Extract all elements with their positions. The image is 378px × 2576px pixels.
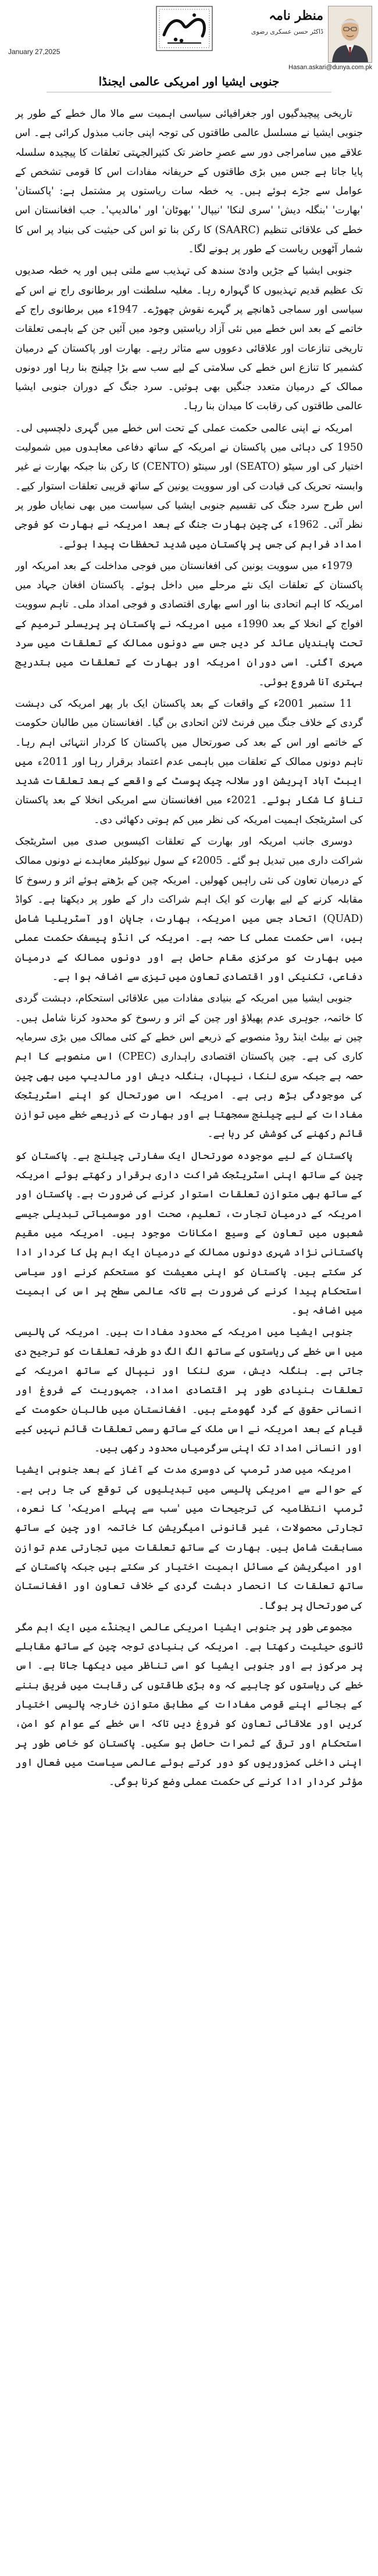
column-title: منظر نامہ xyxy=(269,8,323,23)
masthead xyxy=(0,0,378,93)
author-portrait-image xyxy=(329,6,372,62)
author-name: ڈاکٹر حسن عسکری رضوی xyxy=(251,28,323,35)
article-paragraph: 11 ستمبر 2001ء کے واقعات کے بعد پاکستان ایک بار پھر امریکہ کی دہشت گردی کے خلاف جنگ میں فرنٹ لائن اتحادی بن گیا۔ افغانستان میں طالبان حکومت کے خاتمے اور اس کے بعد کی صورتحال میں پاکستان کا کردار انتہائی اہم رہا۔ تاہم دونوں ممالک کے تعلقات میں باہمی عدم اعتماد برقرار رہا اور 2011ء میں ایبٹ آباد آپریشن اور سلالہ چیک پوسٹ کے واقعے کے بعد تعلقات شدید تناؤ کا شکار ہوئے۔ 2021ء میں افغانستان سے امریکی انخلا کے بعد پاکستان کی اسٹریٹجک اہمیت امریکہ کی نظر میں کم ہوتی دکھائی دی۔ xyxy=(15,697,363,826)
author-photo xyxy=(328,6,372,63)
article-paragraph: امریکہ نے اپنی عالمی حکمت عملی کے تحت اس خطے میں گہری دلچسپی لی۔ 1950 کی دہائی میں پاکستان نے امریکہ کے ساتھ دفاعی معاہدوں میں شمولیت اختیار کی اور سیٹو (SEATO) اور سینٹو (CENTO) کا رکن بنا جبکہ بھارت نے غیر وابستہ تحریک کی قیادت کی اور سوویت یونین کے ساتھ قریبی تعلقات استوار کیے۔ اس طرح سرد جنگ کی تقسیم جنوبی ایشیا کی سیاست میں بھی نمایاں طور پر نظر آئی۔ 1962ء کی چین بھارت جنگ کے بعد امریکہ نے بھارت کو فوجی امداد فراہم کی جس پر پاکستان میں شدید تحفظات پیدا ہوئے۔ xyxy=(15,422,363,550)
article-paragraph: پاکستان کے لیے موجودہ صورتحال ایک سفارتی چیلنج ہے۔ پاکستان کو چین کے ساتھ اپنی اسٹریٹجک شراکت داری برقرار رکھتے ہوئے امریکہ کے ساتھ بھی متوازن تعلقات استوار کرنے کی ضرورت ہے۔ پاکستان اور امریکہ کے درمیان تجارت، تعلیم، صحت اور موسمیاتی تبدیلی جیسے شعبوں میں تعاون کے وسیع امکانات موجود ہیں۔ امریکہ میں مقیم پاکستانی نژاد شہری دونوں ممالک کے درمیان ایک اہم پل کا کردار ادا کر سکتے ہیں۔ پاکستان کو اپنی معیشت کو مستحکم کرنے اور سیاسی استحکام پیدا کرنے کی ضرورت ہے تاکہ عالمی سطح پر اس کی اہمیت میں اضافہ ہو۔ xyxy=(15,1150,363,1317)
newspaper-logo xyxy=(156,6,213,51)
newspaper-logo-graphic xyxy=(156,6,213,51)
article-paragraph: امریکہ میں صدر ٹرمپ کی دوسری مدت کے آغاز کے بعد جنوبی ایشیا کے حوالے سے امریکی پالیسی میں تبدیلیوں کی توقع کی جا رہی ہے۔ ٹرمپ انتظامیہ کی ترجیحات میں 'سب سے پہلے امریکہ' کا نعرہ، تجارتی محصولات، غیر قانونی امیگریشن کا خاتمہ اور چین کے ساتھ مسابقت شامل ہیں۔ بھارت کے ساتھ تعلقات میں تجارتی عدم توازن اور امیگریشن کے مسائل اہمیت اختیار کر سکتے ہیں جبکہ پاکستان کے ساتھ تعلقات کا انحصار دہشت گردی کے خلاف تعاون اور افغانستان کی صورتحال پر ہوگا۔ xyxy=(15,1464,363,1612)
article-paragraph: جنوبی ایشیا کے جڑیں وادیٔ سندھ کی تہذیب سے ملتی ہیں اور یہ خطہ صدیوں تک عظیم قدیم تہذیبوں کا گہوارہ رہا۔ مغلیہ سلطنت اور برطانوی راج نے اس کے سیاسی اور سماجی ڈھانچے پر گہرے نقوش چھوڑے۔ 1947ء میں برطانوی راج کے خاتمے کے بعد اس خطے میں نئی آزاد ریاستیں وجود میں آئیں جن کے باہمی تعلقات تاریخی تنازعات اور علاقائی دعووں سے متاثر رہے۔ بھارت اور پاکستان کے درمیان کشمیر کا تنازع اس خطے کی سلامتی کے لیے سب سے بڑا چیلنج بنا رہا اور دونوں ممالک کے درمیان متعدد جنگیں بھی ہوئیں۔ سرد جنگ کے دوران جنوبی ایشیا عالمی طاقتوں کی رقابت کا میدان بنا رہا۔ xyxy=(15,265,363,413)
article-paragraph: مجموعی طور پر جنوبی ایشیا امریکی عالمی ایجنڈے میں ایک اہم مگر ثانوی حیثیت رکھتا ہے۔ امریکہ کی بنیادی توجہ چین کے ساتھ مقابلے پر مرکوز ہے اور جنوبی ایشیا کو اسی تناظر میں دیکھا جاتا ہے۔ اس خطے کی ریاستوں کو چاہیے کہ وہ بڑی طاقتوں کی رقابت میں فریق بننے کے بجائے اپنے قومی مفادات کے مطابق متوازن خارجہ پالیسی اختیار کریں اور علاقائی تعاون کو فروغ دیں تاکہ اس خطے کے عوام کو امن، استحکام اور ترقی کے ثمرات حاصل ہو سکیں۔ پاکستان کو خاص طور پر اپنی داخلی کمزوریوں کو دور کرتے ہوئے عالمی سیاست میں فعال اور مؤثر کردار ادا کرنے کی حکمت عملی وضع کرنا ہوگی۔ xyxy=(15,1621,363,1788)
article-paragraph: تاریخی پیچیدگیوں اور جغرافیائی سیاسی اہمیت سے مالا مال خطے کے طور پر جنوبی ایشیا نے مسلسل عالمی طاقتوں کی توجہ اپنی جانب مبذول کرائی ہے۔ اس علاقے میں سامراجی دور سے عصرِ حاضر تک کثیرالجہتی تعلقات کا پیچیدہ سلسلہ پایا جاتا ہے جس میں بڑی طاقتوں کے حریفانہ مفادات اس کا قومی تشخص کے عوامل سے جڑے ہوئے ہیں۔ یہ خطہ سات ریاستوں پر مشتمل ہے: 'پاکستان' 'بھارت' 'بنگلہ دیش' 'سری لنکا' 'نیپال' 'بھوٹان' اور 'مالدیپ'۔ جب افغانستان اس خطے کی علاقائی تنظیم (SAARC) کا رکن بنا تو اس کی حیثیت کی بنیاد پر اس کا شمار آٹھویں ریاست کے طور پر ہونے لگا۔ xyxy=(15,108,363,256)
article-paragraph: دوسری جانب امریکہ اور بھارت کے تعلقات اکیسویں صدی میں اسٹریٹجک شراکت داری میں تبدیل ہو گئے۔ 2005ء کے سول نیوکلیئر معاہدے نے دونوں ممالک کے درمیان تعاون کی نئی راہیں کھولیں۔ امریکہ چین کے بڑھتے ہوئے اثر و رسوخ کا مقابلہ کرنے کے لیے بھارت کو ایک اہم شراکت دار کے طور پر دیکھتا ہے۔ کواڈ (QUAD) اتحاد جس میں امریکہ، بھارت، جاپان اور آسٹریلیا شامل ہیں، اسی حکمت عملی کا حصہ ہے۔ امریکہ کی انڈو پیسفک حکمت عملی میں بھارت کو مرکزی مقام حاصل ہے اور دونوں ممالک کے درمیان دفاعی، تکنیکی اور اقتصادی تعاون میں تیزی سے اضافہ ہوا ہے۔ xyxy=(15,835,363,983)
article-headline: جنوبی ایشیا اور امریکی عالمی ایجنڈا xyxy=(47,74,331,92)
author-email: Hasan.askari@dunya.com.pk xyxy=(288,64,372,71)
article-paragraph: جنوبی ایشیا میں امریکہ کے محدود مفادات ہیں۔ امریکہ کی پالیسی میں اس خطے کی ریاستوں کے ساتھ الگ الگ دو طرفہ تعلقات کو ترجیح دی جاتی ہے۔ بنگلہ دیش، سری لنکا اور نیپال کے ساتھ امریکہ کے تعلقات بنیادی طور پر اقتصادی امداد، جمہوریت کے فروغ اور انسانی حقوق کے گرد گھومتے ہیں۔ افغانستان میں طالبان حکومت کے قیام کے بعد امریکہ نے اس ملک کے ساتھ رسمی تعلقات قائم نہیں کیے اور انسانی امداد تک اپنی سرگرمیاں محدود رکھی ہیں۔ xyxy=(15,1326,363,1455)
article-body xyxy=(15,105,363,2559)
article-paragraph: جنوبی ایشیا میں امریکہ کے بنیادی مفادات میں علاقائی استحکام، دہشت گردی کا خاتمہ، جوہری عدم پھیلاؤ اور چین کے اثر و رسوخ کو محدود کرنا شامل ہیں۔ چین نے بیلٹ اینڈ روڈ منصوبے کے ذریعے اس خطے کے کئی ممالک میں بڑی سرمایہ کاری کی ہے۔ چین پاکستان اقتصادی راہداری (CPEC) اس منصوبے کا اہم حصہ ہے جبکہ سری لنکا، نیپال، بنگلہ دیش اور مالدیپ میں بھی چین کی موجودگی بڑھ رہی ہے۔ امریکہ اس صورتحال کو اپنے اسٹریٹجک مفادات کے لیے چیلنج سمجھتا ہے اور بھارت کے ذریعے خطے میں توازن قائم رکھنے کی کوشش کر رہا ہے۔ xyxy=(15,993,363,1140)
author-block xyxy=(247,6,372,74)
article-paragraph: 1979ء میں سوویت یونین کی افغانستان میں فوجی مداخلت کے بعد امریکہ اور پاکستان کے تعلقات ایک نئے مرحلے میں داخل ہوئے۔ پاکستان افغان جہاد میں امریکہ کا اہم اتحادی بنا اور اسے بھاری اقتصادی و فوجی امداد ملی۔ تاہم سوویت افواج کے انخلا کے بعد 1990ء میں امریکہ نے پاکستان پر پریسلر ترمیم کے تحت پابندیاں عائد کر دیں جس سے دونوں ممالک کے تعلقات میں سرد مہری آگئی۔ اسی دوران امریکہ اور بھارت کے تعلقات میں بتدریج بہتری آنا شروع ہوئی۔ xyxy=(15,560,363,688)
publication-date: January 27,2025 xyxy=(8,48,60,56)
